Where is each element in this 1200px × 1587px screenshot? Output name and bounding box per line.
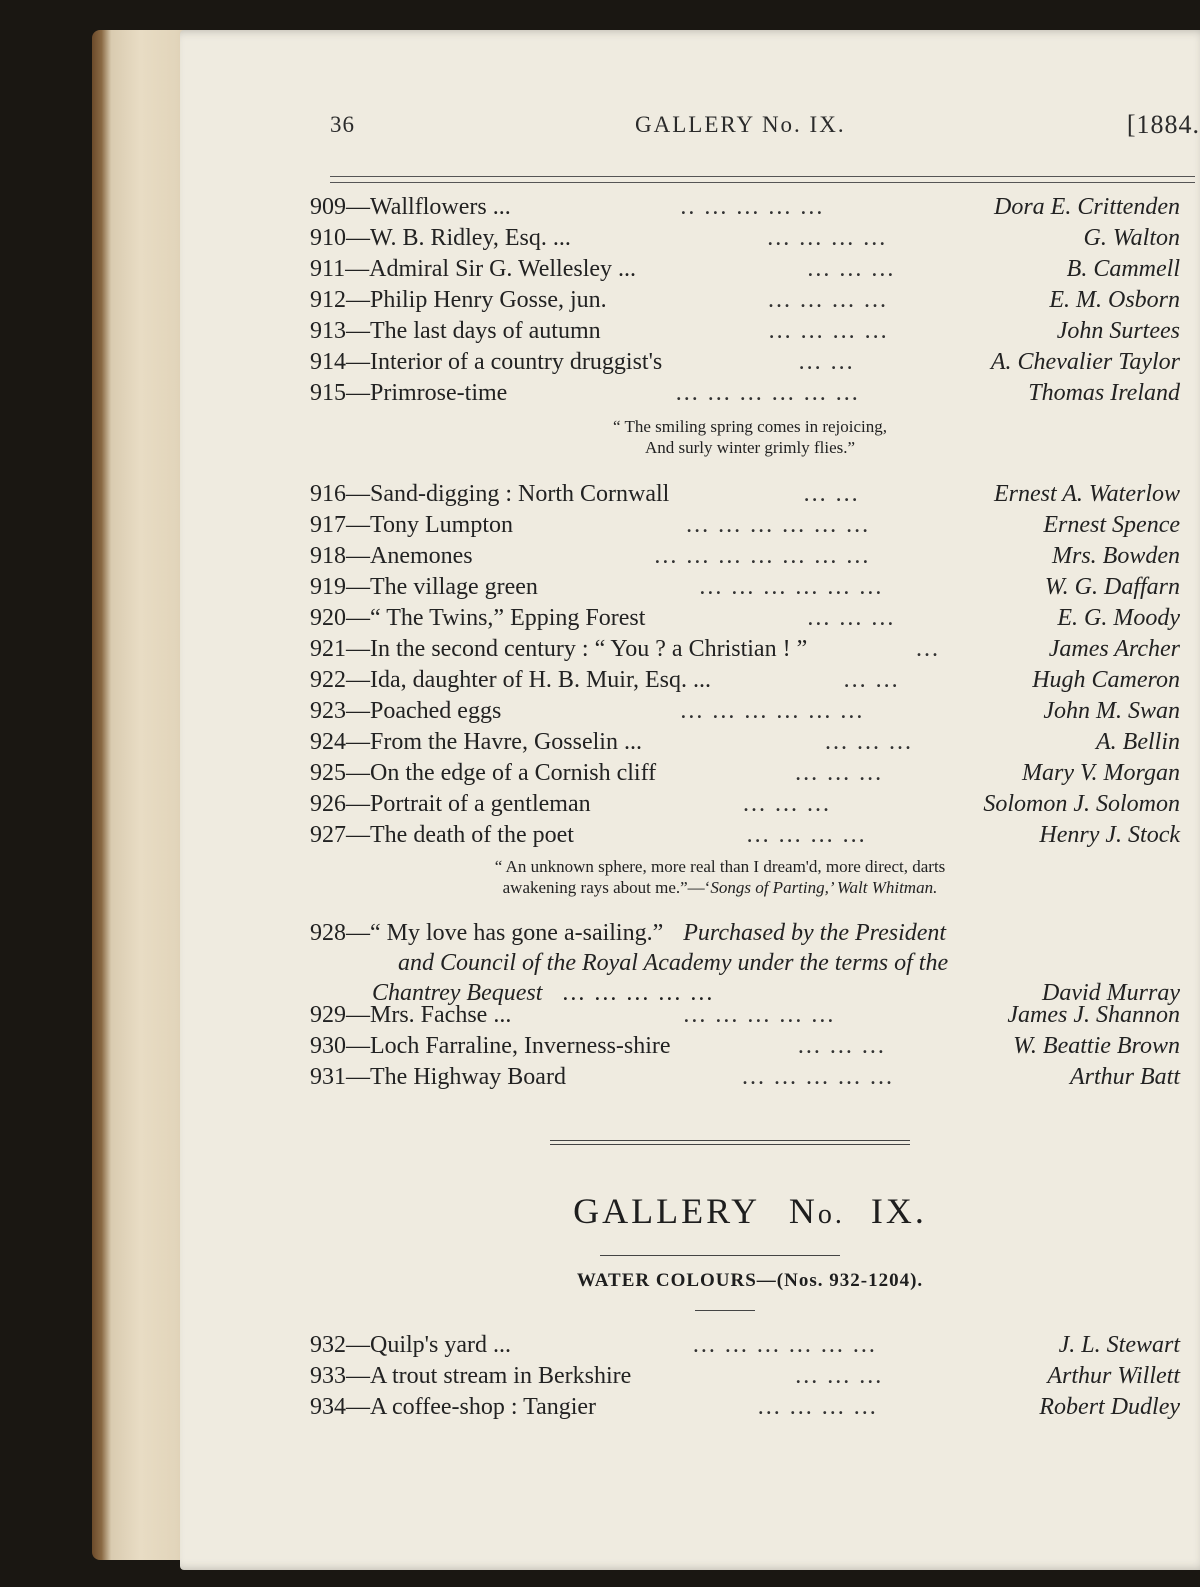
entry-artist: E. M. Osborn	[1049, 287, 1180, 313]
catalogue-entry	[310, 1031, 1190, 1061]
entry-artist: Ernest A. Waterlow	[993, 481, 1180, 507]
leader-dots: ... ... ...	[807, 605, 896, 631]
leader-dots: ... ... ... ... ... ...	[675, 380, 860, 406]
leader-dots: ... ... ... ... ...	[741, 1064, 894, 1090]
verse-line: “ The smiling spring comes in rejoicing,	[612, 417, 887, 436]
entry-title: 909—Wallflowers ...	[310, 194, 511, 220]
purchase-note: Purchased by the President	[683, 920, 947, 946]
verse-source: Songs of Parting,’ Walt Whitman.	[710, 878, 938, 897]
verse-quote-1	[310, 416, 1190, 458]
entry-artist: W. G. Daffarn	[1044, 574, 1180, 600]
entry-title: 923—Poached eggs	[310, 698, 502, 724]
running-title: GALLERY No. IX.	[635, 112, 846, 137]
catalogue-entry	[310, 347, 1190, 377]
catalogue-entry	[310, 727, 1190, 757]
entry-title: 917—Tony Lumpton	[310, 512, 513, 538]
entry-artist: Dora E. Crittenden	[994, 194, 1180, 220]
catalogue-entry	[310, 510, 1190, 540]
entry-artist: Solomon J. Solomon	[983, 791, 1180, 817]
entry-artist: J. L. Stewart	[1058, 1332, 1180, 1358]
verse-line: awakening rays about me.”—‘	[502, 878, 711, 897]
verse-line: And surly winter grimly flies.”	[644, 438, 856, 457]
entry-title: 924—From the Havre, Gosselin ...	[310, 729, 642, 755]
year-mark: [1884.	[1126, 110, 1200, 139]
gallery-no-suffix: o.	[817, 1199, 845, 1230]
leader-dots: ... ... ...	[795, 760, 884, 786]
catalogue-entry	[310, 254, 1190, 284]
leader-dots: ... ... ... ...	[746, 822, 867, 848]
entry-title: 912—Philip Henry Gosse, jun.	[310, 287, 607, 313]
entry-artist: Thomas Ireland	[1028, 380, 1180, 406]
catalogue-entry	[310, 758, 1190, 788]
entry-artist: James J. Shannon	[1007, 1002, 1180, 1028]
entry-artist: Arthur Batt	[1069, 1064, 1180, 1090]
entry-title: 933—A trout stream in Berkshire	[310, 1363, 632, 1389]
entry-title: 920—“ The Twins,” Epping Forest	[310, 605, 646, 631]
entry-title: 910—W. B. Ridley, Esq. ...	[310, 225, 571, 251]
entry-artist: E. G. Moody	[1057, 605, 1180, 631]
catalogue-entry	[310, 603, 1190, 633]
entry-title: 919—The village green	[310, 574, 538, 600]
leader-dots: ... ... ... ...	[768, 318, 889, 344]
entry-title: 915—Primrose-time	[310, 380, 508, 406]
header-rule	[330, 176, 1195, 183]
entry-title: 914—Interior of a country druggist's	[310, 349, 663, 375]
catalogue-entry	[310, 1000, 1190, 1030]
entry-artist: Ernest Spence	[1043, 512, 1180, 538]
entry-artist: Hugh Cameron	[1032, 667, 1180, 693]
purchase-note: and Council of the Royal Academy under the terms of the	[398, 950, 949, 976]
gallery-heading	[310, 1190, 1190, 1232]
leader-dots: ... ... ... ... ... ...	[686, 512, 871, 538]
catalogue-entry	[310, 285, 1190, 315]
leader-dots: ... ... ... ... ... ...	[680, 698, 865, 724]
entry-title: 929—Mrs. Fachse ...	[310, 1002, 512, 1028]
catalogue-entry	[310, 316, 1190, 346]
verse-quote-2	[280, 856, 1160, 898]
entry-artist: G. Walton	[1083, 225, 1180, 251]
section-divider	[550, 1144, 910, 1145]
gallery-numeral: IX.	[870, 1191, 927, 1231]
entry-artist: David Murray	[1042, 980, 1180, 1006]
catalogue-entry	[310, 789, 1190, 819]
entry-title: 931—The Highway Board	[310, 1064, 566, 1090]
entry-title: 927—The death of the poet	[310, 822, 574, 848]
catalogue-entry	[310, 665, 1190, 695]
page-header	[330, 102, 1200, 146]
leader-dots: ... ... ... ...	[767, 225, 888, 251]
entry-title: 928—“ My love has gone a-sailing.”	[310, 920, 664, 946]
verse-line: “ An unknown sphere, more real than I dream'd, more direct, darts	[494, 857, 946, 876]
leader-dots: ... ... ... ...	[768, 287, 888, 313]
entry-title: 916—Sand-digging : North Cornwall	[310, 481, 670, 507]
entry-artist: B. Cammell	[1066, 256, 1180, 282]
catalogue-entry	[310, 572, 1190, 602]
leader-dots: ... ...	[843, 667, 900, 693]
leader-dots: ... ... ...	[824, 729, 913, 755]
catalogue-entry	[310, 634, 1190, 664]
catalogue-entry	[310, 1330, 1190, 1360]
catalogue-entry	[310, 541, 1190, 571]
entry-title: 930—Loch Farraline, Inverness-shire	[310, 1033, 671, 1059]
entry-artist: W. Beattie Brown	[1013, 1033, 1180, 1059]
catalogue-entry	[310, 192, 1190, 222]
entry-artist: John M. Swan	[1043, 698, 1180, 724]
gallery-no: N	[788, 1191, 818, 1231]
subtitle-rule	[695, 1310, 755, 1311]
catalogue-page	[180, 30, 1200, 1570]
section-subtitle: WATER COLOURS—(Nos. 932-1204).	[576, 1270, 924, 1291]
catalogue-entry	[310, 479, 1190, 509]
catalogue-entry	[310, 1361, 1190, 1391]
catalogue-entry	[310, 1392, 1190, 1422]
leader-dots: ... ...	[798, 349, 855, 375]
entry-artist: Arthur Willett	[1047, 1363, 1180, 1389]
entry-title: 913—The last days of autumn	[310, 318, 601, 344]
entry-artist: A. Bellin	[1096, 729, 1180, 755]
entry-artist: Robert Dudley	[1039, 1394, 1180, 1420]
leader-dots: ... ... ...	[807, 256, 896, 282]
entry-artist: Henry J. Stock	[1039, 822, 1180, 848]
leader-dots: ... ... ... ...	[757, 1394, 878, 1420]
leader-dots: ... ... ... ... ... ... ...	[654, 543, 871, 569]
catalogue-entry	[310, 1062, 1190, 1092]
leader-dots: ... ... ...	[797, 1033, 886, 1059]
entry-title: 925—On the edge of a Cornish cliff	[310, 760, 657, 786]
purchase-note: Chantrey Bequest	[372, 980, 543, 1006]
entry-928	[310, 918, 1190, 1008]
entry-title: 921—In the second century : “ You ? a Christian ! ”	[310, 636, 808, 662]
leader-dots: ... ... ... ... ... ...	[699, 574, 884, 600]
entry-artist: Mrs. Bowden	[1052, 543, 1180, 569]
leader-dots: ... ... ... ... ...	[562, 980, 715, 1006]
entry-title: 934—A coffee-shop : Tangier	[310, 1394, 597, 1420]
entry-title: 922—Ida, daughter of H. B. Muir, Esq. ...	[310, 667, 711, 693]
section-divider	[550, 1140, 910, 1141]
leader-dots: ...	[915, 636, 940, 662]
entry-title: 926—Portrait of a gentleman	[310, 791, 591, 817]
catalogue-entry	[310, 223, 1190, 253]
entry-artist: A. Chevalier Taylor	[990, 349, 1180, 375]
gallery-word: GALLERY	[573, 1191, 759, 1231]
catalogue-entry	[310, 378, 1190, 408]
leader-dots: .. ... ... ... ...	[680, 194, 825, 220]
entry-title: 918—Anemones	[310, 543, 473, 569]
leader-dots: ... ...	[803, 481, 860, 507]
leader-dots: ... ... ... ... ...	[683, 1002, 836, 1028]
entry-artist: Mary V. Morgan	[1022, 760, 1180, 786]
catalogue-entry	[310, 820, 1190, 850]
entry-artist: John Surtees	[1056, 318, 1180, 344]
leader-dots: ... ... ...	[795, 1363, 884, 1389]
leader-dots: ... ... ... ... ... ...	[692, 1332, 877, 1358]
entry-title: 932—Quilp's yard ...	[310, 1332, 511, 1358]
page-number: 36	[330, 112, 355, 137]
leader-dots: ... ... ...	[742, 791, 831, 817]
catalogue-entry	[310, 696, 1190, 726]
entry-artist: James Archer	[1048, 636, 1180, 662]
entry-title: 911—Admiral Sir G. Wellesley ...	[310, 256, 637, 282]
heading-rule	[600, 1255, 840, 1256]
